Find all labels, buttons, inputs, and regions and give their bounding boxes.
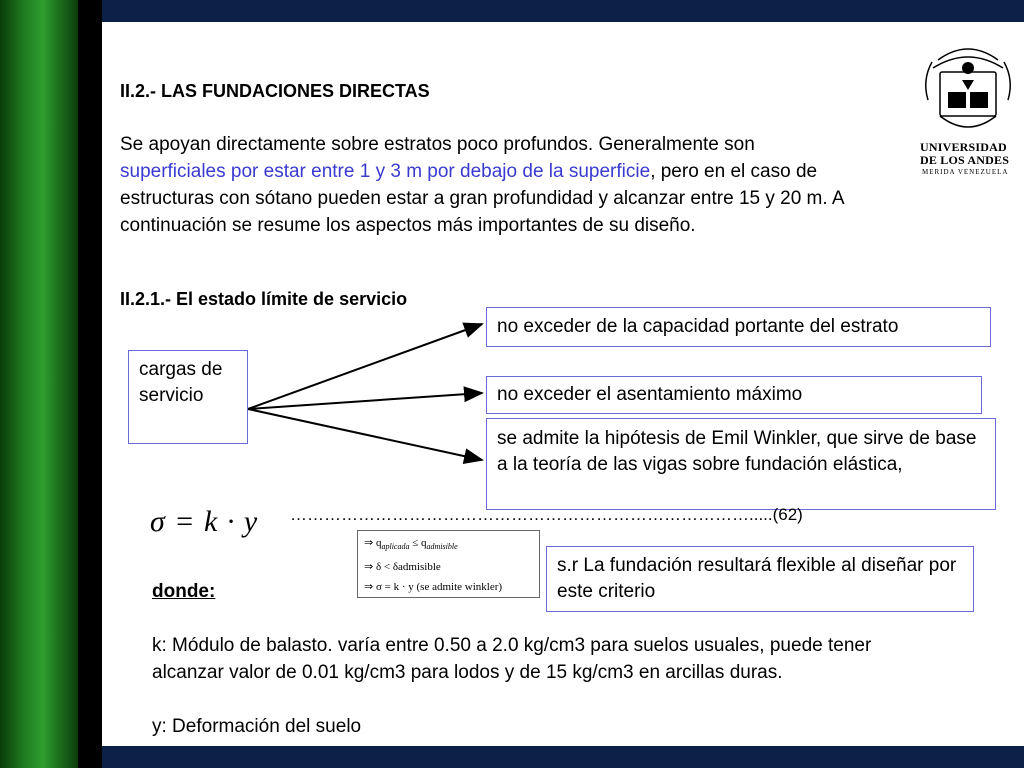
intro-highlight: superficiales por estar entre 1 y 3 m por debajo de la superficie (120, 161, 651, 182)
target-box-capacity: no exceder de la capacidad portante del estrato (486, 307, 991, 347)
arrow-to-capacity (248, 324, 482, 409)
logo-subtitle: MERIDA VENEZUELA (922, 168, 1009, 176)
intro-paragraph: Se apoyan directamente sobre estratos poco profundos. Generalmente son superficiales por estar entre 1 y 3 m por debajo de la superficie, pero en el caso de estructuras con sótano pueden estar a gran profundidad y alcanzar entre 15 y 20 m. A continuación se resume los aspectos más importantes de su diseño. (120, 134, 844, 236)
condition-load: ⇒ $q_{aplicada} \le q_{admisible}$ (364, 537, 458, 551)
subsection-heading: II.2.1.- El estado límite de servicio (120, 289, 408, 309)
left-black-bar (78, 0, 102, 768)
equation-number: ……………………………………………………………………….....(62) (290, 505, 803, 524)
section-heading: II.2.- LAS FUNDACIONES DIRECTAS (120, 81, 430, 101)
target-box-settlement: no exceder el asentamiento máximo (486, 376, 982, 414)
arrow-to-settlement (248, 393, 482, 409)
conditions-box (357, 530, 540, 598)
winkler-formula: σ = k · y (150, 505, 259, 538)
definition-k: k: Módulo de balasto. varía entre 0.50 a 2.0 kg/cm3 para suelos usuales, puede tener alcanzar valor de 0.01 kg/cm3 para lodos y de 15 kg/cm3 en arcillas duras. (152, 635, 872, 683)
target-box-winkler: se admite la hipótesis de Emil Winkler, que sirve de base a la teoría de las vigas sobre fundación elástica, (486, 418, 996, 510)
donde-label: donde: (152, 581, 216, 602)
bottom-navy-bar (102, 746, 1024, 768)
condition-winkler: ⇒ σ = k · y (se admite winkler) (364, 581, 503, 593)
source-box-cargas-servicio: cargas de servicio (128, 350, 248, 444)
definition-y: y: Deformación del suelo (152, 716, 362, 737)
condition-settlement: ⇒ δ < δadmisible (364, 561, 441, 573)
arrow-to-winkler (248, 409, 482, 460)
logo-title: UNIVERSIDAD DE LOS ANDES (920, 140, 1010, 167)
top-navy-bar (102, 0, 1024, 22)
note-box-flexible: s.r La fundación resultará flexible al diseñar por este criterio (546, 546, 974, 612)
left-green-bar (0, 0, 78, 768)
